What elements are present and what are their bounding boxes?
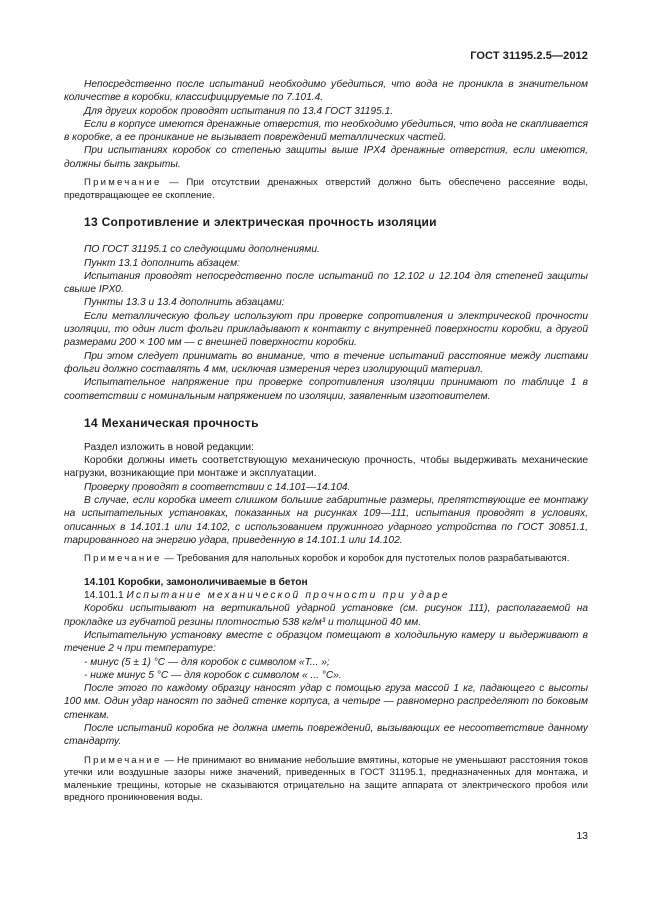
subsection-title-text: Испытание механической прочности при ударе bbox=[126, 590, 450, 602]
paragraph: Коробки должны иметь соответствующую механическую прочность, чтобы выдерживать механические нагрузки, возникающие при монтаже и эксплуатации. bbox=[64, 455, 588, 480]
paragraph: Пункты 13.3 и 13.4 дополнить абзацами: bbox=[84, 297, 285, 309]
paragraph: Если в корпусе имеются дренажные отверстия, то необходимо убедиться, что вода не скапливается в коробке, а ее проникание не вызывает повреждений металлических частей. bbox=[64, 118, 588, 144]
paragraph: Для других коробок проводят испытания по 13.4 ГОСТ 31195.1. bbox=[84, 105, 394, 117]
note-label: Примечание bbox=[84, 553, 162, 565]
list-item: - ниже минус 5 °С — для коробок с символом « ... °С». bbox=[84, 669, 342, 681]
paragraph: Проверку проводят в соответствии с 14.101—14.104. bbox=[84, 481, 351, 493]
paragraph: Испытания проводят непосредственно после испытаний по 12.102 и 12.104 для степеней защиты свыше IPX0. bbox=[64, 270, 588, 296]
list-item: - минус (5 ± 1) °С — для коробок с символом «Т... »; bbox=[84, 656, 330, 668]
paragraph: Раздел изложить в новой редакции: bbox=[84, 441, 254, 453]
note bbox=[64, 177, 588, 202]
note-text: — При отсутствии дренажных отверстий должно быть обеспечено рассеяние воды, предотвращающее ее скопление. bbox=[64, 177, 588, 201]
subsection-title bbox=[64, 589, 588, 602]
page-number: 13 bbox=[576, 830, 588, 842]
subsection-number: 14.101.1 bbox=[84, 590, 127, 602]
paragraph: Пункт 13.1 дополнить абзацем: bbox=[84, 257, 240, 269]
note-text: — Не принимают во внимание небольшие вмятины, которые не уменьшают расстояния токов утечки или воздушные зазоры ниже значений, приведенных в ГОСТ 31195.1, предназначенных для монтажа, и маленькие трещины, которые не сказываются отрицательно на защите аппарата от электрического пробоя или вредного проникновения воды. bbox=[64, 754, 588, 804]
document-code-header: ГОСТ 31195.2.5—2012 bbox=[470, 50, 588, 62]
section-heading-13: 13 Сопротивление и электрическая прочность изоляции bbox=[84, 215, 437, 230]
note bbox=[64, 553, 588, 566]
note-text: — Требования для напольных коробок и коробок для пустотелых полов разрабатываются. bbox=[161, 553, 570, 565]
paragraph: ПО ГОСТ 31195.1 со следующими дополнениями. bbox=[84, 244, 320, 256]
paragraph: После этого по каждому образцу наносят удар с помощью груза массой 1 кг, падающего с высоты 100 мм. Один удар наносят по задней стенке корпуса, а четыре — равномерно распределяют по боковым стенкам. bbox=[64, 683, 588, 721]
paragraph: Непосредственно после испытаний необходимо убедиться, что вода не проникла в значительном количестве в коробки, классифицируемые по 7.101.4. bbox=[64, 79, 588, 104]
paragraph: При этом следует принимать во внимание, что в течение испытаний расстояние между листами фольги должно составлять 4 мм, исключая измерения через изолирующий материал. bbox=[64, 350, 588, 375]
section-heading-14: 14 Механическая прочность bbox=[84, 415, 259, 430]
paragraph: Коробки испытывают на вертикальной ударной установке (см. рисунок 111), располагаемой на прокладке из губчатой резины плотностью 538 кг/м³ и толщиной 40 мм. bbox=[64, 603, 588, 628]
page-content bbox=[64, 78, 588, 805]
paragraph: После испытаний коробка не должна иметь повреждений, вызывающих ее несоответствие данному стандарту. bbox=[64, 723, 588, 748]
note-label: Примечание bbox=[84, 177, 162, 189]
subsection-heading-14-101: 14.101 Коробки, замоноличиваемые в бетон bbox=[84, 576, 308, 588]
paragraph: Если металлическую фольгу используют при проверке сопротивления и электрической прочности изоляции, то один лист фольги прикладывают к контакту с внутренней поверхности коробки, а другой размерами 200 × 100 мм — с внешней поверхности коробки. bbox=[64, 310, 588, 349]
note bbox=[64, 755, 588, 805]
paragraph: Испытательное напряжение при проверке сопротивления изоляции принимают по таблице 1 в соответствии с номинальным напряжением по изоляции, заявленным изготовителем. bbox=[64, 377, 588, 402]
paragraph: В случае, если коробка имеет слишком большие габаритные размеры, препятствующие ее монтажу на испытательных установках, показанных на рисунках 109—111, испытания проводят в условиях, описанных в 14.101.1 или 14.102, с использованием пружинного ударного устройства по ГОСТ 30851.1, тарированного на энергию удара, приведенную в 14.101.1 или 14.102. bbox=[64, 495, 588, 546]
paragraph: Испытательную установку вместе с образцом помещают в холодильную камеру и выдерживают в течение 2 ч при температуре: bbox=[64, 629, 588, 655]
paragraph: При испытаниях коробок со степенью защиты выше IPX4 дренажные отверстия, если имеются, должны быть закрыты. bbox=[64, 145, 588, 170]
note-label: Примечание bbox=[84, 754, 162, 766]
